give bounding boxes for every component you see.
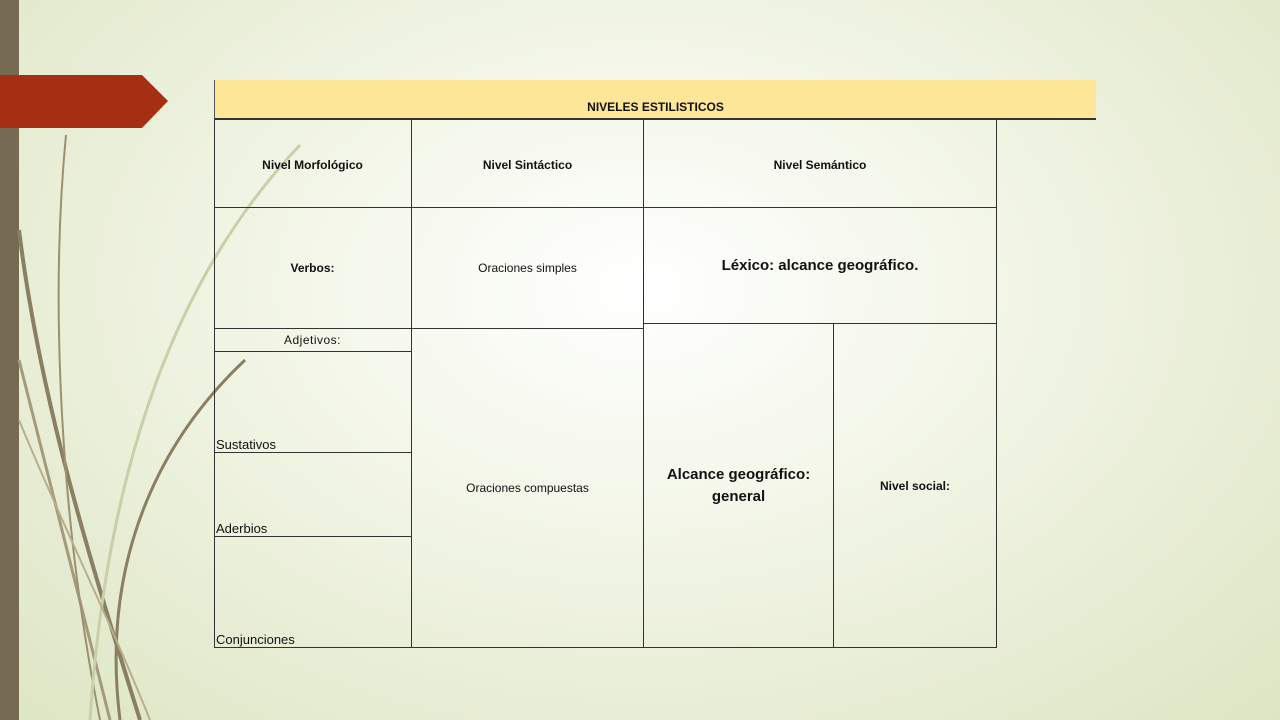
column-header-morfologico: Nivel Morfológico [262, 157, 363, 172]
table-title: NIVELES ESTILISTICOS [587, 100, 724, 114]
table-border-right [996, 120, 997, 648]
cell-adjetivos: Adjetivos: [283, 333, 342, 347]
cell-nivel-social: Nivel social: [879, 478, 951, 493]
table-divider [214, 452, 412, 453]
cell-alcance-geografico: Alcance geográfico: general [666, 465, 811, 505]
column-header-semantico: Nivel Semántico [773, 157, 867, 172]
table-header-band [214, 80, 1096, 120]
cell-oraciones-simples: Oraciones simples [478, 261, 577, 275]
cell-lexico: Léxico: alcance geográfico. [721, 256, 919, 274]
cell-conjunciones: Conjunciones [216, 632, 295, 647]
table-border-bottom [214, 647, 997, 648]
red-tab-shape [0, 75, 168, 128]
column-header-sintactico: Nivel Sintáctico [482, 157, 573, 172]
table-divider [214, 536, 412, 537]
cell-aderbios: Aderbios [216, 521, 268, 536]
cell-verbos: Verbos: [290, 261, 335, 275]
table-divider [214, 351, 412, 352]
cell-sustativos: Sustativos [216, 437, 276, 452]
cell-oraciones-compuestas: Oraciones compuestas [466, 481, 589, 495]
